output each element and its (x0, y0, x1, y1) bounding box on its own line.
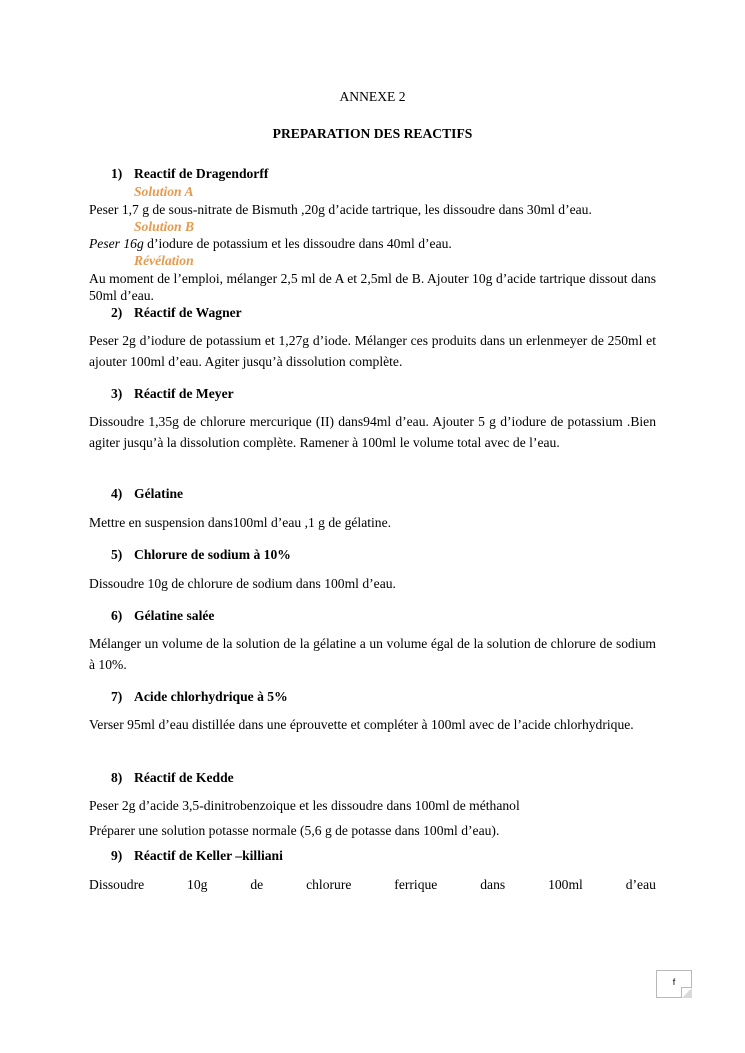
section-number: 8) (111, 770, 123, 785)
section-number: 6) (111, 608, 123, 623)
word: de (250, 877, 264, 892)
word: 10g (187, 877, 208, 892)
section-title: Gélatine (134, 486, 184, 501)
section-number: 1) (111, 166, 123, 181)
solution-b-text: d’iodure de potassium et les dissoudre dans 40ml d’eau. (143, 236, 452, 251)
section-number: 3) (111, 386, 123, 401)
section-heading-dragendorff (111, 166, 268, 182)
section-text-gelatine: Mettre en suspension dans100ml d’eau ,1 g de gélatine. (89, 515, 392, 530)
annex-label: ANNEXE 2 (339, 89, 406, 104)
section-heading-acide-chlorhydrique (111, 689, 288, 705)
solution-a-label: Solution A (134, 184, 194, 199)
solution-b-lead: Peser 16g (89, 236, 144, 251)
section-text-wagner: Peser 2g d’iodure de potassium et 1,27g d’iode. Mélanger ces produits dans un erlenmeyer de 250ml et ajouter 100ml d’eau. Agiter jusqu’à dissolution complète. (89, 333, 656, 369)
section-title: Réactif de Wagner (134, 305, 242, 320)
section-title: Chlorure de sodium à 10% (134, 547, 291, 562)
revelation-text: Au moment de l’emploi, mélanger 2,5 ml de A et 2,5ml de B. Ajouter 10g d’acide tartrique dissout dans 50ml d’eau. (89, 271, 656, 303)
section-number: 7) (111, 689, 123, 704)
section-heading-chlorure-sodium (111, 547, 291, 563)
section-title: Réactif de Keller –killiani (134, 848, 283, 863)
section-heading-kedde (111, 770, 234, 786)
section-title: Reactif de Dragendorff (134, 166, 269, 181)
word: chlorure (306, 877, 352, 892)
solution-b-paragraph (89, 236, 656, 252)
word: Dissoudre (89, 877, 145, 892)
section-text-meyer: Dissoudre 1,35g de chlorure mercurique (II) dans94ml d’eau. Ajouter 5 g d’iodure de potassium .Bien agiter jusqu’à la dissolution complète. Ramener à 100ml le volume total avec de l’eau. (89, 414, 656, 450)
word: 100ml (548, 877, 583, 892)
section-number: 5) (111, 547, 123, 562)
section-number: 2) (111, 305, 123, 320)
section-heading-meyer (111, 386, 234, 402)
word: ferrique (394, 877, 438, 892)
solution-a-text: Peser 1,7 g de sous-nitrate de Bismuth ,20g d’acide tartrique, les dissoudre dans 30ml d’eau. (89, 202, 592, 217)
section-number: 9) (111, 848, 123, 863)
page-title: PREPARATION DES REACTIFS (272, 126, 473, 141)
section-number: 4) (111, 486, 123, 501)
section-text-chlorure-sodium: Dissoudre 10g de chlorure de sodium dans 100ml d’eau. (89, 576, 396, 591)
page-number: f (672, 977, 676, 987)
section-heading-gelatine (111, 486, 183, 502)
solution-b-label: Solution B (134, 219, 195, 234)
section-title: Gélatine salée (134, 608, 215, 623)
section-text-kedde-2: Préparer une solution potasse normale (5,6 g de potasse dans 100ml d’eau). (89, 823, 500, 838)
section-heading-wagner (111, 305, 242, 321)
section-title: Acide chlorhydrique à 5% (134, 689, 288, 704)
section-text-keller-killiani (89, 877, 656, 893)
word: dans (480, 877, 506, 892)
section-text-gelatine-salee: Mélanger un volume de la solution de la gélatine a un volume égal de la solution de chlorure de sodium à 10%. (89, 636, 656, 672)
revelation-label: Révélation (134, 253, 194, 268)
section-title: Réactif de Meyer (134, 386, 234, 401)
section-heading-gelatine-salee (111, 608, 214, 624)
section-heading-keller-killiani (111, 848, 283, 864)
section-title: Réactif de Kedde (134, 770, 234, 785)
page-number-box (656, 970, 692, 998)
section-text-kedde-1: Peser 2g d’acide 3,5-dinitrobenzoique et les dissoudre dans 100ml de méthanol (89, 798, 520, 813)
word: d’eau (625, 877, 656, 892)
page-fold-corner (681, 987, 692, 998)
section-text-acide-chlorhydrique: Verser 95ml d’eau distillée dans une éprouvette et compléter à 100ml avec de l’acide chlorhydrique. (89, 717, 634, 732)
